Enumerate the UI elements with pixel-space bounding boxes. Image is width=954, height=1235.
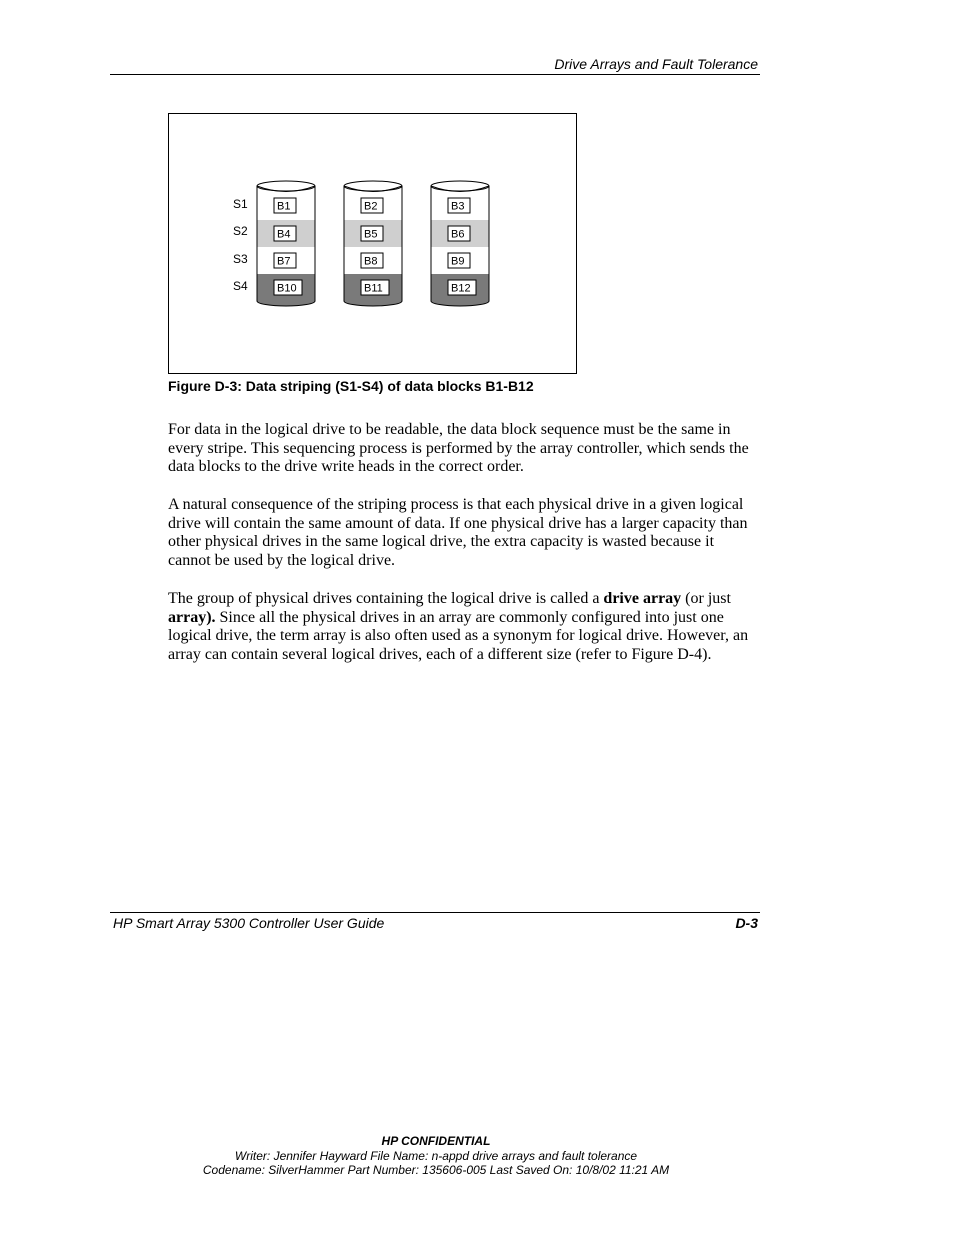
block-label-b5: B5 <box>364 228 378 241</box>
confidential-block <box>0 1134 872 1178</box>
drive-2-bottom-fill <box>345 295 402 301</box>
footer-guide-title: HP Smart Array 5300 Controller User Guide <box>113 915 385 931</box>
block-label-b11: B11 <box>364 282 383 295</box>
figure-caption: Figure D-3: Data striping (S1-S4) of data blocks B1-B12 <box>168 378 534 394</box>
block-label-b7: B7 <box>277 255 291 268</box>
drive-2-top-cap <box>344 181 402 191</box>
block-label-b1: B1 <box>277 200 291 213</box>
block-label-b3: B3 <box>451 200 465 213</box>
drive-1-top-cap <box>257 181 315 191</box>
footer-page-number: D-3 <box>735 915 758 931</box>
block-label-b10: B10 <box>277 282 297 295</box>
term-array: array). <box>168 608 216 626</box>
confidential-writer-line: Writer: Jennifer Hayward File Name: n-appd drive arrays and fault tolerance <box>234 1148 638 1163</box>
block-label-b4: B4 <box>277 228 291 241</box>
striping-diagram-svg <box>169 114 576 373</box>
confidential-label: HP CONFIDENTIAL <box>381 1134 491 1148</box>
block-label-b9: B9 <box>451 255 465 268</box>
paragraph-3-text-c: Since all the physical drives in an array are commonly configured into just one logical drive, the term array is also often used as a synonym for logical drive. However, an array can contain several logical drives, each of a different size (refer to Figure D-4). <box>168 608 749 663</box>
stripe-label-s2: S2 <box>233 224 248 238</box>
block-label-b2: B2 <box>364 200 378 213</box>
paragraph-3 <box>168 590 760 664</box>
confidential-codename-line: Codename: SilverHammer Part Number: 135606-005 Last Saved On: 10/8/02 11:21 AM <box>202 1163 670 1177</box>
footer-rule <box>110 912 760 913</box>
figure-striping-diagram <box>168 113 577 374</box>
drive-1-bottom-fill <box>258 295 315 301</box>
paragraph-2: A natural consequence of the striping process is that each physical drive in a given logical drive will contain the same amount of data. If one physical drive has a larger capacity than other physical drives in the same logical drive, the extra capacity is wasted because it cannot be used by the logical drive. <box>168 496 748 569</box>
paragraph-3-text-b: (or just <box>681 590 731 607</box>
stripe-label-s3: S3 <box>233 252 248 266</box>
paragraph-1: For data in the logical drive to be readable, the data block sequence must be the same in every stripe. This sequencing process is performed by the array controller, which sends the data blocks to the drive write heads in the correct order. <box>168 421 749 476</box>
header-rule <box>110 74 760 75</box>
block-label-b6: B6 <box>451 228 465 241</box>
paragraph-3-text-a: The group of physical drives containing the logical drive is called a <box>168 590 604 607</box>
stripe-label-s1: S1 <box>233 197 248 211</box>
drive-3-top-cap <box>431 181 489 191</box>
block-label-b12: B12 <box>451 282 471 295</box>
stripe-label-s4: S4 <box>233 279 248 293</box>
term-drive-array: drive array <box>603 590 682 607</box>
drive-3-bottom-fill <box>432 295 489 301</box>
running-header: Drive Arrays and Fault Tolerance <box>554 56 758 72</box>
block-label-b8: B8 <box>364 255 378 268</box>
